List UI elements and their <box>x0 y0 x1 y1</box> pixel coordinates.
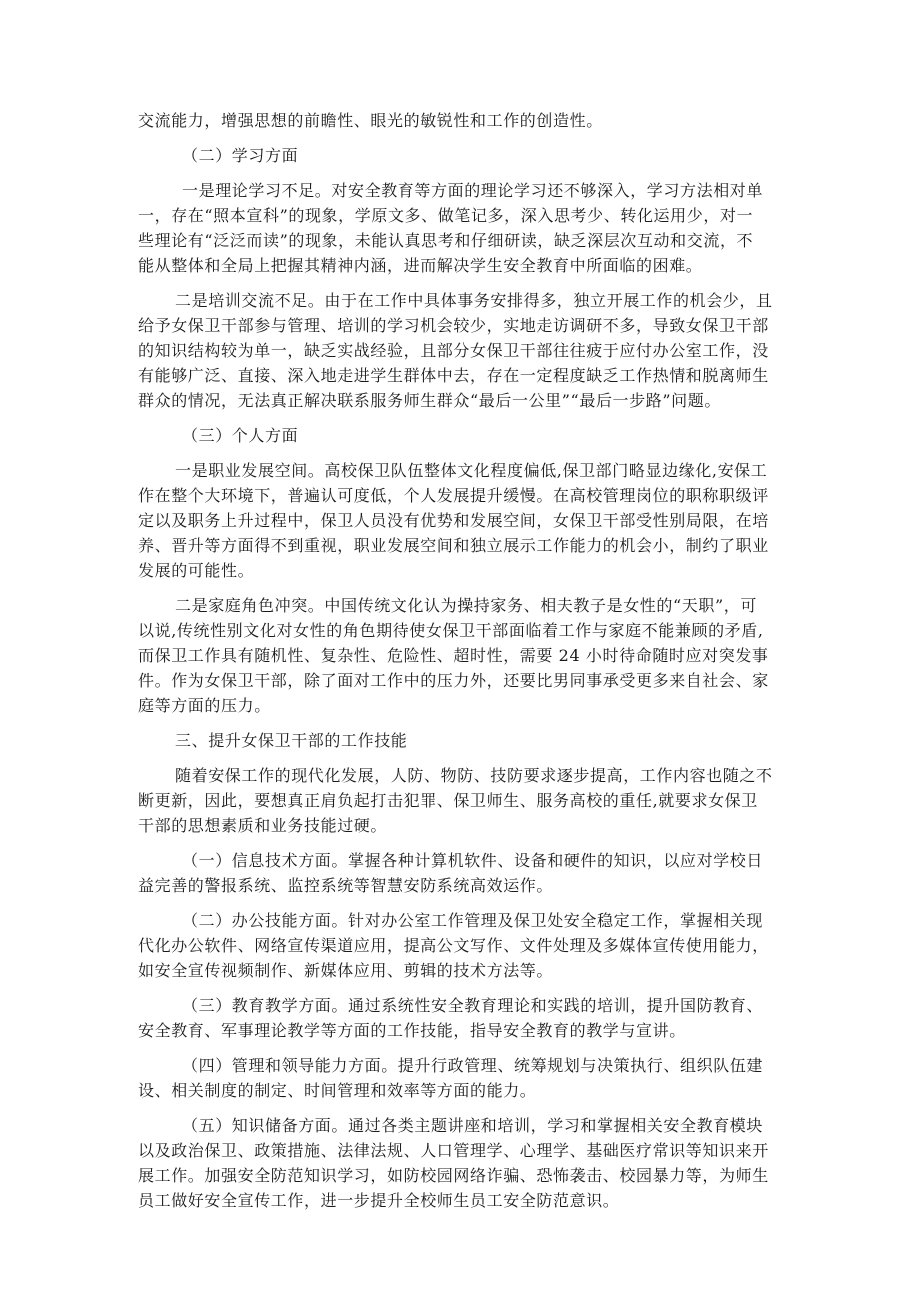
text-line: 以说,传统性别文化对女性的角色期待使女保卫干部面临着工作与家庭不能兼顾的矛盾, <box>138 621 764 640</box>
paragraph-training <box>138 288 788 413</box>
document-page <box>138 108 788 1213</box>
paragraph-knowledge <box>138 1113 788 1213</box>
text-line: 展工作。加强安全防范知识学习，如防校园网络诈骗、恐怖袭击、校园暴力等，为师生 <box>138 1166 769 1185</box>
section-heading-personal <box>138 423 788 448</box>
text-line: 作在整个大环境下，普遍认可度低，个人发展提升缓慢。在高校管理岗位的职称职级评 <box>138 486 769 505</box>
text-line: 益完善的警报系统、监控系统等智慧安防系统高效运作。 <box>138 876 554 895</box>
paragraph-management <box>138 1053 788 1103</box>
text-line: （四）管理和领导能力方面。提升行政管理、统筹规划与决策执行、组织队伍建 <box>182 1056 764 1075</box>
text-line: （五）知识储备方面。通过各类主题讲座和培训，学习和掌握相关安全教育模块 <box>182 1116 764 1135</box>
section-heading-study <box>138 143 788 168</box>
text-line: 一是职业发展空间。高校保卫队伍整体文化程度偏低,保卫部门略显边缘化,安保工 <box>175 461 768 480</box>
section-heading-skills <box>138 728 788 753</box>
text-line: 一是理论学习不足。对安全教育等方面的理论学习还不够深入，学习方法相对单 <box>182 181 764 200</box>
text-line: 群众的情况，无法真正解决联系服务师生群众“最后一公里”“最后一步路”问题。 <box>138 391 721 410</box>
text-line: 如安全宣传视频制作、新媒体应用、剪辑的技术方法等。 <box>138 961 554 980</box>
text-line: 二是培训交流不足。由于在工作中具体事务安排得多，独立开展工作的机会少，且 <box>175 291 773 310</box>
text-line: 干部的思想素质和业务技能过硬。 <box>138 816 388 835</box>
paragraph-family <box>138 593 788 718</box>
text-line: 些理论有“泛泛而读”的现象，未能认真思考和仔细研读，缺乏深层次互动和交流，不 <box>138 231 754 250</box>
heading-line: （三）个人方面 <box>182 426 299 445</box>
text-line: 一，存在“照本宣科”的现象，学原文多、做笔记多，深入思考少、转化运用少，对一 <box>138 206 754 225</box>
paragraph-teaching <box>138 993 788 1043</box>
text-line: 发展的可能性。 <box>138 561 255 580</box>
paragraph-it-skills <box>138 848 788 898</box>
text-line: 代化办公软件、网络宣传渠道应用，提高公文写作、文件处理及多媒体宣传使用能力， <box>138 936 769 955</box>
paragraph-office-skills <box>138 908 788 983</box>
text-line: 庭等方面的压力。 <box>138 696 271 715</box>
paragraph-theory-study <box>138 178 788 278</box>
text-line: （三）教育教学方面。通过系统性安全教育理论和实践的培训，提升国防教育、 <box>182 996 764 1015</box>
text-line: 安全教育、军事理论教学等方面的工作技能，指导安全教育的教学与宣讲。 <box>138 1021 686 1040</box>
text-line: 给予女保卫干部参与管理、培训的学习机会较少，实地走访调研不多，导致女保卫干部 <box>138 316 769 335</box>
paragraph-modernization <box>138 763 788 838</box>
text-line: 的知识结构较为单一，缺乏实战经验，且部分女保卫干部往往疲于应付办公室工作，没 <box>138 341 769 360</box>
text-line: 定以及职务上升过程中，保卫人员没有优势和发展空间，女保卫干部受性别局限，在培 <box>138 511 769 530</box>
text-line: 设、相关制度的制定、时间管理和效率等方面的能力。 <box>138 1081 537 1100</box>
text-line: （一）信息技术方面。掌握各种计算机软件、设备和硬件的知识，以应对学校日 <box>182 851 764 870</box>
heading-line: 三、提升女保卫干部的工作技能 <box>175 731 408 750</box>
text-line: 员工做好安全宣传工作，进一步提升全校师生员工安全防范意识。 <box>138 1191 620 1210</box>
text-line: 养、晋升等方面得不到重视，职业发展空间和独立展示工作能力的机会小，制约了职业 <box>138 536 769 555</box>
paragraph-continuation <box>138 108 788 133</box>
text-line: 而保卫工作具有随机性、复杂性、危险性、超时性，需要 24 小时待命随时应对突发事 <box>138 646 769 665</box>
text-line: 断更新，因此，要想真正肩负起打击犯罪、保卫师生、服务高校的重任,就要求女保卫 <box>138 791 758 810</box>
text-line: 以及政治保卫、政策措施、法律法规、人口管理学、心理学、基础医疗常识等知识来开 <box>138 1141 769 1160</box>
text-line: （二）办公技能方面。针对办公室工作管理及保卫处安全稳定工作，掌握相关现 <box>182 911 764 930</box>
heading-line: （二）学习方面 <box>182 146 299 165</box>
text-line: 有能够广泛、直接、深入地走进学生群体中去，存在一定程度缺乏工作热情和脱离师生 <box>138 366 769 385</box>
text-line: 随着安保工作的现代化发展，人防、物防、技防要求逐步提高，工作内容也随之不 <box>175 766 773 785</box>
text-line: 交流能力，增强思想的前瞻性、眼光的敏锐性和工作的创造性。 <box>138 111 603 130</box>
text-line: 能从整体和全局上把握其精神内涵，进而解决学生安全教育中所面临的困难。 <box>138 256 703 275</box>
paragraph-career <box>138 458 788 583</box>
text-line: 二是家庭角色冲突。中国传统文化认为操持家务、相夫教子是女性的“天职”，可 <box>175 596 757 615</box>
text-line: 件。作为女保卫干部，除了面对工作中的压力外，还要比男同事承受更多来自社会、家 <box>138 671 769 690</box>
